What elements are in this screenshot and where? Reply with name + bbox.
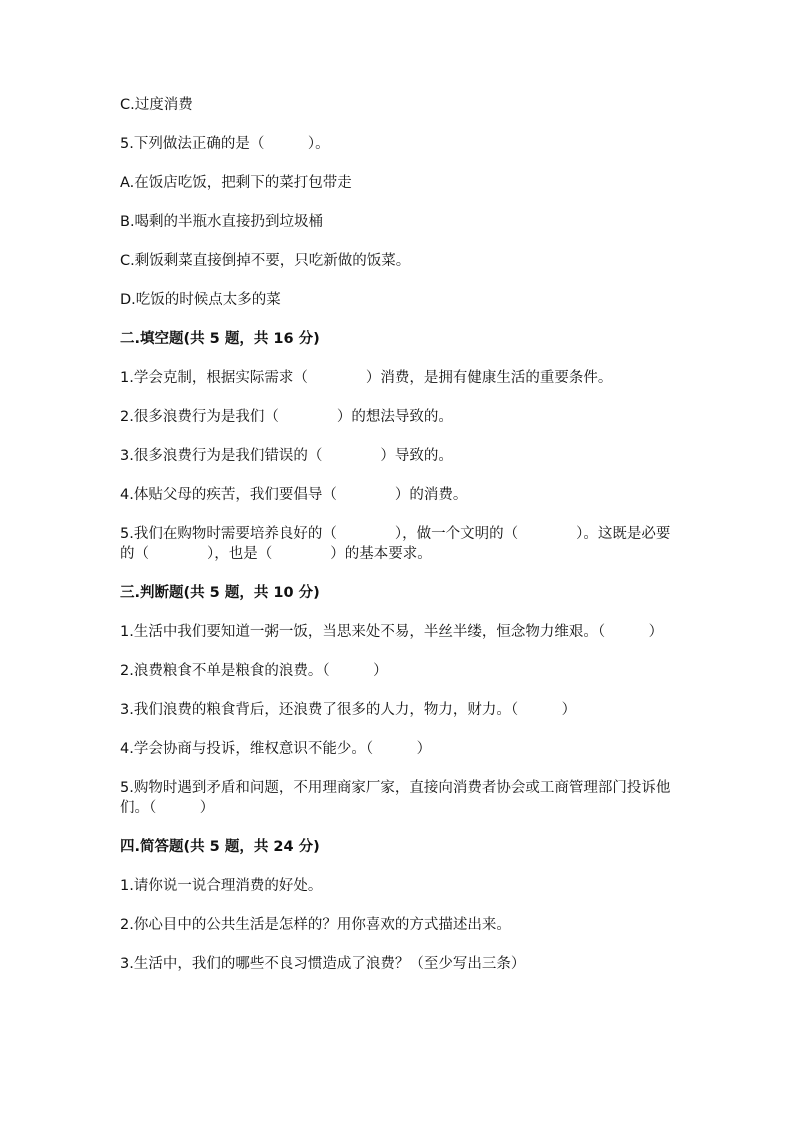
q5-option-a: A.在饭店吃饭，把剩下的菜打包带走	[120, 175, 352, 191]
fill-blank-item-1: 1.学会克制，根据实际需求（ ）消费，是拥有健康生活的重要条件。	[120, 370, 613, 386]
judgement-item-5: 5.购物时遇到矛盾和问题，不用理商家厂家，直接向消费者协会或工商管理部门投诉他们。（ ）	[120, 780, 671, 816]
short-answer-item-2: 2.你心目中的公共生活是怎样的？用你喜欢的方式描述出来。	[120, 917, 511, 933]
q4-option-c: C.过度消费	[120, 97, 193, 113]
page-content	[120, 95, 680, 993]
short-answer-heading: 四.简答题(共 5 题，共 24 分)	[120, 839, 320, 855]
q5-option-b: B.喝剩的半瓶水直接扔到垃圾桶	[120, 214, 324, 230]
fill-blank-item-4: 4.体贴父母的疾苦，我们要倡导（ ）的消费。	[120, 487, 468, 503]
q5-option-d: D.吃饭的时候点太多的菜	[120, 292, 281, 308]
fill-blank-item-5: 5.我们在购物时需要培养良好的（ ），做一个文明的（ ）。这既是必要的（ ），也是（ ）的基本要求。	[120, 526, 671, 562]
fill-blank-item-3: 3.很多浪费行为是我们错误的（ ）导致的。	[120, 448, 453, 464]
q5-stem: 5.下列做法正确的是（ ）。	[120, 136, 330, 152]
short-answer-item-3: 3.生活中，我们的哪些不良习惯造成了浪费？（至少写出三条）	[120, 956, 526, 972]
q5-option-c: C.剩饭剩菜直接倒掉不要，只吃新做的饭菜。	[120, 253, 411, 269]
judgement-item-3: 3.我们浪费的粮食背后，还浪费了很多的人力，物力，财力。（ ）	[120, 702, 577, 718]
judgement-item-1: 1.生活中我们要知道一粥一饭，当思来处不易，半丝半缕，恒念物力维艰。（ ）	[120, 624, 664, 640]
fill-blank-item-2: 2.很多浪费行为是我们（ ）的想法导致的。	[120, 409, 453, 425]
judgement-heading: 三.判断题(共 5 题，共 10 分)	[120, 585, 320, 601]
short-answer-item-1: 1.请你说一说合理消费的好处。	[120, 878, 323, 894]
judgement-item-2: 2.浪费粮食不单是粮食的浪费。（ ）	[120, 663, 388, 679]
judgement-item-4: 4.学会协商与投诉，维权意识不能少。（ ）	[120, 741, 432, 757]
fill-blank-heading: 二.填空题(共 5 题，共 16 分)	[120, 331, 320, 347]
